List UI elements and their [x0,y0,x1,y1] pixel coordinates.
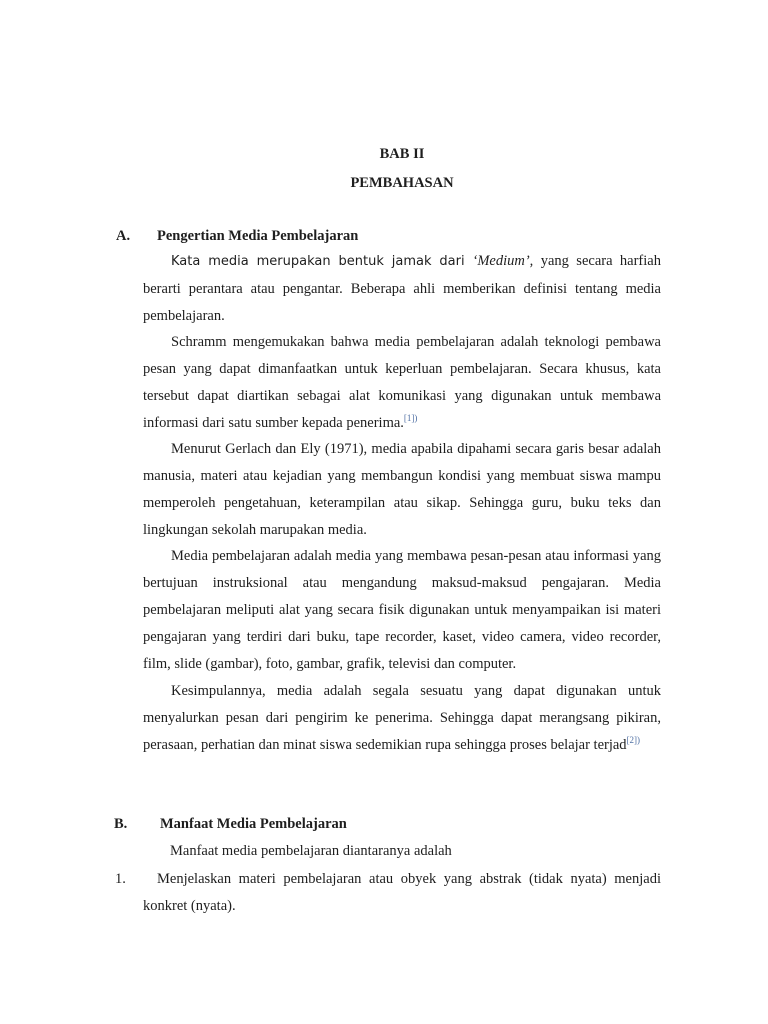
chapter-number: BAB II [379,146,425,162]
section-a-title: Pengertian Media Pembelajaran [157,228,359,244]
paragraph-4-text: Media pembelajaran adalah media yang membawa pesan-pesan atau informasi yang bertujuan instruksional atau mengandung maksud-maksud pengajaran. Media pembelajaran meliputi alat yang secara fisik digunakan untuk menyampaikan isi materi pengajaran yang terdiri dari buku, tape recorder, kaset, video camera, video recorder, film, slide (gambar), foto, gambar, grafik, televisi dan computer. [143,548,661,672]
paragraph-1 [143,248,661,330]
list-item-line-1: Menjelaskan materi pembelajaran atau obyek yang abstrak (tidak nyata) menjadi [157,871,661,887]
chapter-title: PEMBAHASAN [350,175,454,191]
paragraph-3 [143,436,661,544]
paragraph-5 [143,678,661,759]
paragraph-1-rest: yang secara harfiah berarti perantara atau pengantar. Beberapa ahli memberikan definisi tentang media pembelajaran. [143,253,661,324]
paragraph-1-lead: Kata media merupakan bentuk jamak dari [171,254,473,269]
paragraph-4 [143,543,661,678]
list-item-line-2: konkret (nyata). [143,898,236,914]
footnote-ref-2[interactable]: [2]) [626,734,641,745]
footnote-ref-1[interactable]: [1]) [403,412,418,423]
section-a-letter: A. [116,228,131,244]
paragraph-2-text: Schramm mengemukakan bahwa media pembelajaran adalah teknologi pembawa pesan yang dapat dimanfaatkan untuk keperluan pembelajaran. Secara khusus, kata tersebut dapat diartikan sebagai alat komunikasi yang digunakan untuk membawa informasi dari satu sumber kepada penerima. [143,334,661,431]
section-b-letter: B. [114,816,128,832]
section-b-intro: Manfaat media pembelajaran diantaranya adalah [170,843,452,859]
list-item-number: 1. [115,871,126,887]
paragraph-3-text: Menurut Gerlach dan Ely (1971), media apabila dipahami secara garis besar adalah manusia, materi atau kejadian yang membangun kondisi yang membuat siswa mampu memperoleh pengetahuan, keterampilan atau sikap. Sehingga guru, buku teks dan lingkungan sekolah marupakan media. [143,441,661,538]
paragraph-5-text: Kesimpulannya, media adalah segala sesuatu yang dapat digunakan untuk menyalurkan pesan dari pengirim ke penerima. Sehingga dapat merangsang pikiran, perasaan, perhatian dan minat siswa sedemikian rupa sehingga proses belajar terjad [143,683,661,753]
section-b-title: Manfaat Media Pembelajaran [160,816,347,832]
paragraph-2 [143,329,661,437]
paragraph-1-quoted-term: ‘Medium’, [472,253,534,269]
